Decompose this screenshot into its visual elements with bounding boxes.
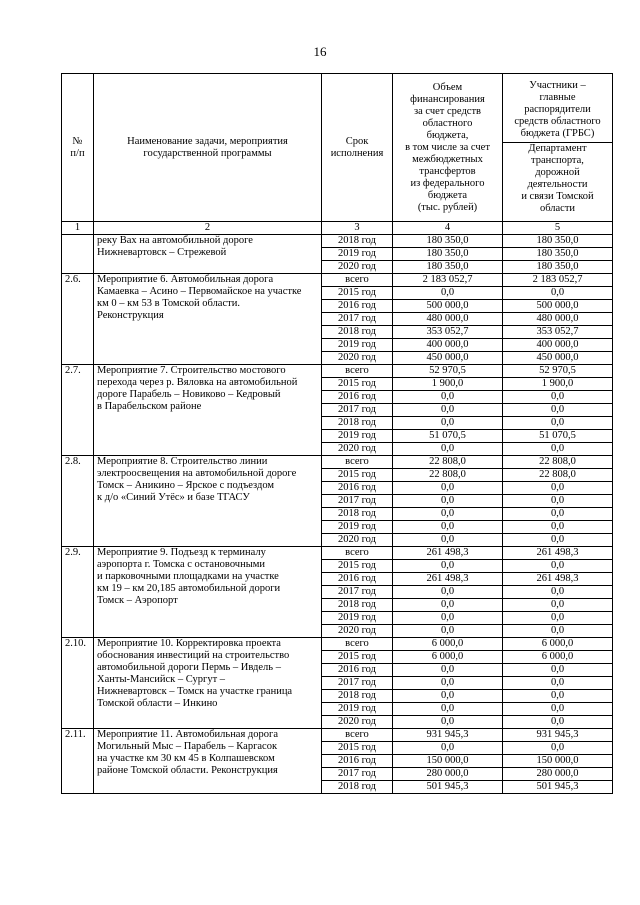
funding-cell: 0,0 (393, 443, 503, 456)
funding-cell: 400 000,0 (393, 339, 503, 352)
funding-cell: 0,0 (393, 560, 503, 573)
grbs-cell: 6 000,0 (503, 638, 613, 651)
grbs-cell: 0,0 (503, 612, 613, 625)
grbs-cell: 0,0 (503, 625, 613, 638)
term-cell: всего (322, 547, 393, 560)
funding-cell: 0,0 (393, 690, 503, 703)
funding-cell: 353 052,7 (393, 326, 503, 339)
term-cell: 2017 год (322, 768, 393, 781)
header-participants (503, 74, 613, 222)
funding-cell: 150 000,0 (393, 755, 503, 768)
grbs-cell: 0,0 (503, 560, 613, 573)
term-cell: 2019 год (322, 339, 393, 352)
grbs-cell: 261 498,3 (503, 547, 613, 560)
funding-cell: 180 350,0 (393, 235, 503, 248)
col-number-2: 2 (94, 222, 322, 235)
funding-cell: 180 350,0 (393, 248, 503, 261)
term-cell: всего (322, 638, 393, 651)
term-cell: 2020 год (322, 534, 393, 547)
item-number: 2.6. (62, 274, 94, 365)
col-number-5: 5 (503, 222, 613, 235)
term-cell: 2020 год (322, 352, 393, 365)
grbs-cell: 22 808,0 (503, 456, 613, 469)
grbs-cell: 0,0 (503, 742, 613, 755)
term-cell: 2018 год (322, 235, 393, 248)
item-number: 2.9. (62, 547, 94, 638)
funding-cell: 450 000,0 (393, 352, 503, 365)
grbs-cell: 0,0 (503, 534, 613, 547)
grbs-cell: 6 000,0 (503, 651, 613, 664)
funding-cell: 0,0 (393, 716, 503, 729)
term-cell: 2015 год (322, 287, 393, 300)
funding-cell: 280 000,0 (393, 768, 503, 781)
grbs-cell: 52 970,5 (503, 365, 613, 378)
funding-cell: 22 808,0 (393, 456, 503, 469)
term-cell: 2018 год (322, 508, 393, 521)
term-cell: 2017 год (322, 586, 393, 599)
funding-cell: 0,0 (393, 521, 503, 534)
grbs-cell: 0,0 (503, 508, 613, 521)
funding-cell: 0,0 (393, 391, 503, 404)
grbs-cell: 261 498,3 (503, 573, 613, 586)
grbs-cell: 931 945,3 (503, 729, 613, 742)
term-cell: 2015 год (322, 742, 393, 755)
header-no: № п/п (62, 74, 94, 222)
grbs-cell: 150 000,0 (503, 755, 613, 768)
grbs-cell: 0,0 (503, 664, 613, 677)
term-cell: 2020 год (322, 716, 393, 729)
grbs-cell: 0,0 (503, 586, 613, 599)
funding-cell: 0,0 (393, 703, 503, 716)
term-cell: 2018 год (322, 781, 393, 794)
grbs-cell: 1 900,0 (503, 378, 613, 391)
term-cell: 2017 год (322, 495, 393, 508)
term-cell: 2017 год (322, 677, 393, 690)
grbs-cell: 0,0 (503, 391, 613, 404)
funding-cell: 180 350,0 (393, 261, 503, 274)
term-cell: 2016 год (322, 664, 393, 677)
funding-cell: 931 945,3 (393, 729, 503, 742)
term-cell: 2015 год (322, 378, 393, 391)
term-cell: 2016 год (322, 482, 393, 495)
item-number: 2.7. (62, 365, 94, 456)
grbs-cell: 0,0 (503, 417, 613, 430)
term-cell: 2019 год (322, 430, 393, 443)
header-funding: Объем финансирования за счет средств областного бюджета, в том числе за счет межбюджетных трансфертов из федерального бюджета (тыс. рублей) (393, 74, 503, 222)
item-name: Мероприятие 10. Корректировка проекта обоснования инвестиций на строительство автомобильной дороги Пермь – Ивдель – Ханты-Мансийск – Сургут – Нижневартовск – Томск на участке граница Томской области – Инкино (94, 638, 322, 729)
funding-cell: 480 000,0 (393, 313, 503, 326)
funding-cell: 0,0 (393, 508, 503, 521)
term-cell: 2016 год (322, 300, 393, 313)
col-number-3: 3 (322, 222, 393, 235)
table-row (62, 638, 613, 651)
grbs-cell: 0,0 (503, 677, 613, 690)
term-cell: 2016 год (322, 391, 393, 404)
funding-cell: 501 945,3 (393, 781, 503, 794)
col-number-4: 4 (393, 222, 503, 235)
funding-cell: 0,0 (393, 495, 503, 508)
term-cell: 2019 год (322, 703, 393, 716)
term-cell: всего (322, 456, 393, 469)
header-participants-bottom: Департамент транспорта, дорожной деятельности и связи Томской области (521, 143, 594, 214)
term-cell: всего (322, 729, 393, 742)
header-name: Наименование задачи, мероприятия государственной программы (94, 74, 322, 222)
funding-cell: 500 000,0 (393, 300, 503, 313)
funding-cell: 22 808,0 (393, 469, 503, 482)
funding-cell: 0,0 (393, 287, 503, 300)
table-row (62, 365, 613, 378)
term-cell: 2019 год (322, 612, 393, 625)
term-cell: 2016 год (322, 573, 393, 586)
table-row (62, 456, 613, 469)
grbs-cell: 0,0 (503, 703, 613, 716)
term-cell: 2015 год (322, 560, 393, 573)
term-cell: 2018 год (322, 417, 393, 430)
item-name: Мероприятие 9. Подъезд к терминалу аэропорта г. Томска с остановочными и парковочными площадками на участке км 19 – км 20,185 автомобильной дороги Томск – Аэропорт (94, 547, 322, 638)
funding-cell: 0,0 (393, 482, 503, 495)
item-number: 2.8. (62, 456, 94, 547)
item-name: Мероприятие 7. Строительство мостового перехода через р. Вяловка на автомобильной дороге Парабель – Новиково – Кедровый в Парабельском районе (94, 365, 322, 456)
funding-cell: 0,0 (393, 417, 503, 430)
grbs-cell: 2 183 052,7 (503, 274, 613, 287)
term-cell: 2015 год (322, 651, 393, 664)
term-cell: всего (322, 365, 393, 378)
grbs-cell: 51 070,5 (503, 430, 613, 443)
col-number-1: 1 (62, 222, 94, 235)
header-participants-top: Участники – главные распорядители средств областного бюджета (ГРБС) (503, 80, 612, 143)
grbs-cell: 180 350,0 (503, 235, 613, 248)
funding-cell: 0,0 (393, 612, 503, 625)
grbs-cell: 180 350,0 (503, 248, 613, 261)
header-term: Срок исполнения (322, 74, 393, 222)
funding-cell: 6 000,0 (393, 651, 503, 664)
funding-cell: 51 070,5 (393, 430, 503, 443)
item-name: Мероприятие 11. Автомобильная дорога Могильный Мыс – Парабель – Каргасок на участке км 30 км 45 в Колпашевском районе Томской области. Реконструкция (94, 729, 322, 794)
grbs-cell: 0,0 (503, 287, 613, 300)
term-cell: 2015 год (322, 469, 393, 482)
funding-cell: 6 000,0 (393, 638, 503, 651)
funding-cell: 0,0 (393, 599, 503, 612)
term-cell: 2019 год (322, 248, 393, 261)
grbs-cell: 0,0 (503, 716, 613, 729)
grbs-cell: 353 052,7 (503, 326, 613, 339)
item-name: реку Вах на автомобильной дороге Нижневартовск – Стрежевой (94, 235, 322, 274)
grbs-cell: 480 000,0 (503, 313, 613, 326)
term-cell: 2020 год (322, 443, 393, 456)
grbs-cell: 0,0 (503, 482, 613, 495)
grbs-cell: 0,0 (503, 495, 613, 508)
funding-cell: 261 498,3 (393, 547, 503, 560)
grbs-cell: 0,0 (503, 443, 613, 456)
item-number (62, 235, 94, 274)
grbs-cell: 280 000,0 (503, 768, 613, 781)
funding-cell: 0,0 (393, 534, 503, 547)
item-number: 2.10. (62, 638, 94, 729)
term-cell: 2016 год (322, 755, 393, 768)
funding-cell: 2 183 052,7 (393, 274, 503, 287)
funding-cell: 0,0 (393, 742, 503, 755)
grbs-cell: 450 000,0 (503, 352, 613, 365)
item-number: 2.11. (62, 729, 94, 794)
funding-cell: 261 498,3 (393, 573, 503, 586)
term-cell: 2017 год (322, 313, 393, 326)
header-row (62, 74, 613, 222)
column-number-row (62, 222, 613, 235)
funding-cell: 1 900,0 (393, 378, 503, 391)
funding-cell: 0,0 (393, 677, 503, 690)
program-table (61, 73, 613, 794)
grbs-cell: 180 350,0 (503, 261, 613, 274)
item-name: Мероприятие 6. Автомобильная дорога Камаевка – Асино – Первомайское на участке км 0 – км 53 в Томской области. Реконструкция (94, 274, 322, 365)
funding-cell: 0,0 (393, 664, 503, 677)
term-cell: 2020 год (322, 625, 393, 638)
term-cell: 2018 год (322, 599, 393, 612)
item-name: Мероприятие 8. Строительство линии электроосвещения на автомобильной дороге Томск – Аникино – Ярское с подъездом к д/о «Синий Утёс» и базе ТГАСУ (94, 456, 322, 547)
term-cell: 2019 год (322, 521, 393, 534)
page-number: 16 (313, 44, 327, 59)
grbs-cell: 0,0 (503, 690, 613, 703)
table-row (62, 547, 613, 560)
grbs-cell: 0,0 (503, 521, 613, 534)
table-body (62, 235, 613, 794)
term-cell: 2018 год (322, 326, 393, 339)
funding-cell: 0,0 (393, 625, 503, 638)
table-row (62, 235, 613, 248)
funding-cell: 0,0 (393, 404, 503, 417)
grbs-cell: 22 808,0 (503, 469, 613, 482)
grbs-cell: 0,0 (503, 599, 613, 612)
grbs-cell: 501 945,3 (503, 781, 613, 794)
term-cell: всего (322, 274, 393, 287)
grbs-cell: 400 000,0 (503, 339, 613, 352)
funding-cell: 52 970,5 (393, 365, 503, 378)
table-row (62, 274, 613, 287)
term-cell: 2018 год (322, 690, 393, 703)
term-cell: 2017 год (322, 404, 393, 417)
grbs-cell: 0,0 (503, 404, 613, 417)
funding-cell: 0,0 (393, 586, 503, 599)
grbs-cell: 500 000,0 (503, 300, 613, 313)
term-cell: 2020 год (322, 261, 393, 274)
table-row (62, 729, 613, 742)
